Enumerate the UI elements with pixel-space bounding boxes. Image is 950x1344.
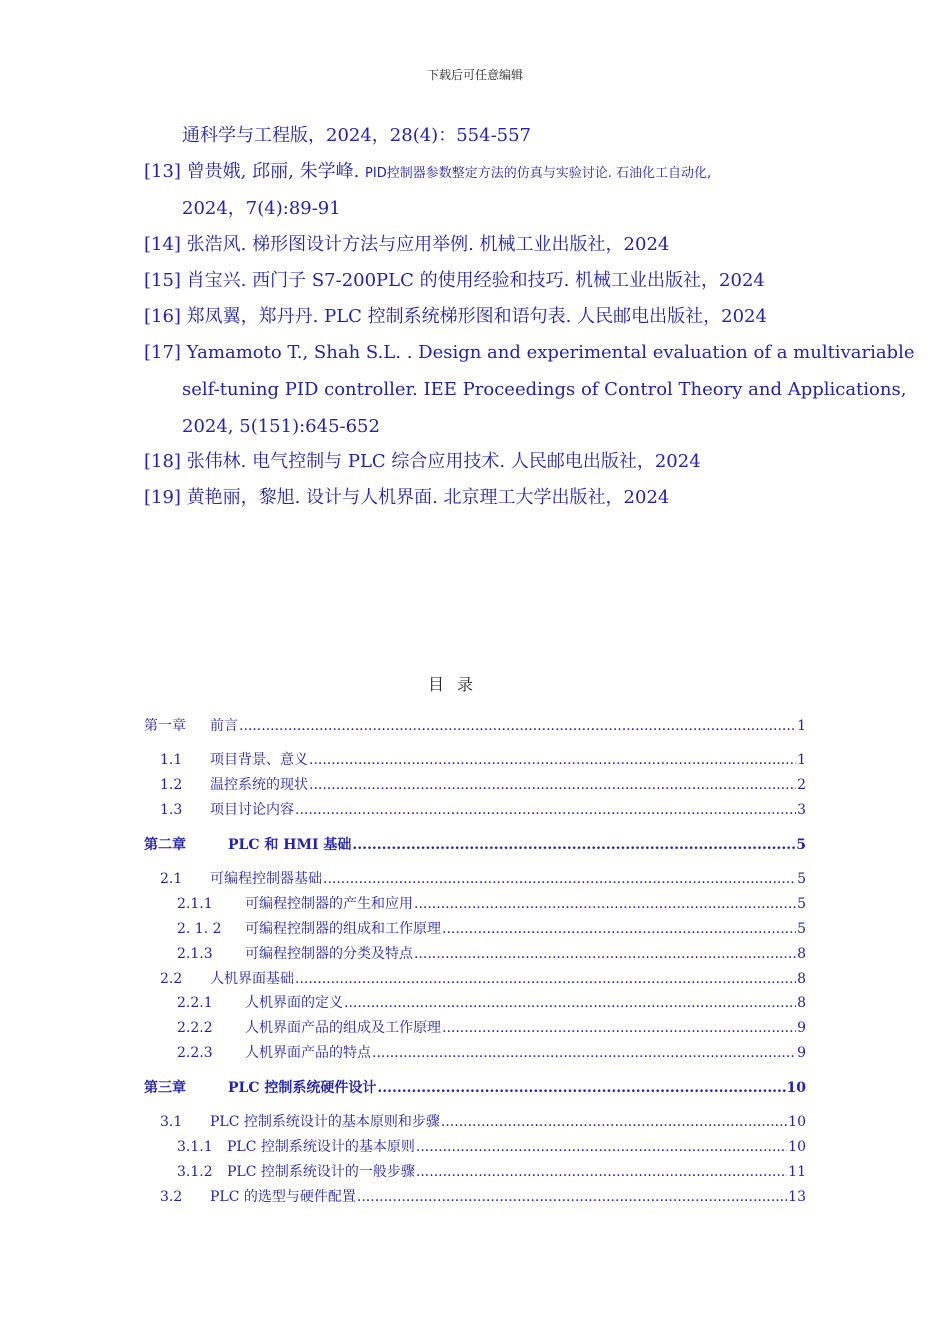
toc-entry[interactable] xyxy=(144,1017,806,1039)
toc-leader xyxy=(344,992,796,1014)
toc-entry[interactable] xyxy=(144,799,806,821)
reference-13 xyxy=(144,160,814,186)
toc-entry-title: PLC 和 HMI 基础 xyxy=(228,837,352,853)
toc-leader xyxy=(352,834,795,856)
toc-leader xyxy=(295,968,796,990)
toc-entry[interactable] xyxy=(144,992,806,1014)
reference-15: [15] 肖宝兴. 西门子 S7-200PLC 的使用经验和技巧. 机械工业出版社，2024 xyxy=(144,270,765,291)
toc-page: 10 xyxy=(788,1114,806,1130)
toc-entry-title: 可编程控制器基础 xyxy=(210,871,322,887)
toc-entry-title: PLC 控制系统硬件设计 xyxy=(228,1080,377,1096)
toc-entry[interactable] xyxy=(144,834,806,856)
toc-number: 1.2 xyxy=(160,777,183,793)
toc-page: 8 xyxy=(797,995,806,1011)
toc-number: 3.1.2 xyxy=(177,1164,213,1180)
toc-page: 3 xyxy=(797,802,806,818)
toc-number: 3.1.1 xyxy=(177,1139,213,1155)
toc-entry-title: 人机界面基础 xyxy=(210,971,294,987)
toc-leader xyxy=(414,893,796,915)
toc-entry-title: PLC 控制系统设计的基本原则 xyxy=(227,1139,415,1155)
toc-leader xyxy=(377,1077,785,1099)
toc-entry-title: 项目讨论内容 xyxy=(210,802,294,818)
toc-entry-title: 人机界面的定义 xyxy=(245,995,343,1011)
reference-12-continuation: 通科学与工程版，2024，28(4)：554-557 xyxy=(182,125,532,146)
toc-page: 9 xyxy=(797,1045,806,1061)
toc-page: 5 xyxy=(797,896,806,912)
toc-page: 1 xyxy=(797,718,806,734)
toc-entry-title: 可编程控制器的组成和工作原理 xyxy=(245,921,441,937)
toc-number: 2.2 xyxy=(160,971,183,987)
reference-13-continuation: 2024，7(4):89-91 xyxy=(182,198,341,219)
toc-page: 5 xyxy=(797,871,806,887)
toc-entry[interactable] xyxy=(144,1136,806,1158)
reference-17: [17] Yamamoto T., Shah S.L. . Design and experimental evaluation of a multivariable xyxy=(144,342,915,363)
reference-14: [14] 张浩风. 梯形图设计方法与应用举例. 机械工业出版社，2024 xyxy=(144,234,670,255)
toc-number: 3.1 xyxy=(160,1114,183,1130)
page-header: 下载后可任意编辑 xyxy=(426,68,523,82)
toc-leader xyxy=(442,1017,796,1039)
reference-13-main: [13] 曾贵娥, 邱丽, 朱学峰. xyxy=(144,161,360,182)
toc-page: 8 xyxy=(797,971,806,987)
toc-number: 第二章 xyxy=(144,837,186,853)
toc-page: 9 xyxy=(797,1020,806,1036)
toc-leader xyxy=(309,774,796,796)
toc-entry[interactable] xyxy=(144,774,806,796)
toc-entry-title: 人机界面产品的特点 xyxy=(245,1045,371,1061)
toc-leader xyxy=(416,1161,787,1183)
toc-entry[interactable] xyxy=(144,1111,806,1133)
toc-leader xyxy=(239,715,796,737)
toc-title: 目 录 xyxy=(427,675,478,694)
toc-entry[interactable] xyxy=(144,868,806,890)
toc-entry[interactable] xyxy=(144,1042,806,1064)
toc-page: 2 xyxy=(797,777,806,793)
toc-number: 2.2.1 xyxy=(177,995,213,1011)
toc-entry[interactable] xyxy=(144,1077,806,1099)
toc-number: 第一章 xyxy=(144,718,186,734)
reference-18: [18] 张伟林. 电气控制与 PLC 综合应用技术. 人民邮电出版社，2024 xyxy=(144,451,701,472)
toc-number: 2.1.1 xyxy=(177,896,213,912)
toc-entry[interactable] xyxy=(144,1186,806,1208)
toc-number: 2.2.2 xyxy=(177,1020,213,1036)
toc-leader xyxy=(416,1136,787,1158)
toc-page: 5 xyxy=(797,921,806,937)
toc-number: 1.3 xyxy=(160,802,183,818)
toc-entry-title: PLC 控制系统设计的基本原则和步骤 xyxy=(210,1114,440,1130)
toc-leader xyxy=(441,1111,787,1133)
toc-entry-title: PLC 控制系统设计的一般步骤 xyxy=(227,1164,415,1180)
toc-leader xyxy=(414,943,796,965)
toc-leader xyxy=(295,799,796,821)
toc-number: 1.1 xyxy=(160,752,183,768)
toc-entry-title: 人机界面产品的组成及工作原理 xyxy=(245,1020,441,1036)
toc-leader xyxy=(372,1042,796,1064)
toc-entry[interactable] xyxy=(144,715,806,737)
toc-page: 10 xyxy=(788,1139,806,1155)
toc-entry-title: 项目背景、意义 xyxy=(210,752,308,768)
toc-entry[interactable] xyxy=(144,1161,806,1183)
toc-number: 3.2 xyxy=(160,1189,183,1205)
toc-page: 8 xyxy=(797,946,806,962)
toc-number: 2.1 xyxy=(160,871,183,887)
toc-leader xyxy=(442,918,796,940)
toc-entry[interactable] xyxy=(144,943,806,965)
reference-17-line3: 2024, 5(151):645-652 xyxy=(182,416,380,437)
toc-entry-title: 可编程控制器的分类及特点 xyxy=(245,946,413,962)
toc-page: 1 xyxy=(797,752,806,768)
toc-page: 5 xyxy=(796,837,806,853)
toc-number: 2. 1. 2 xyxy=(177,921,222,937)
toc-page: 11 xyxy=(788,1164,806,1180)
reference-16: [16] 郑凤翼，郑丹丹. PLC 控制系统梯形图和语句表. 人民邮电出版社，2024 xyxy=(144,306,767,327)
toc-entry[interactable] xyxy=(144,893,806,915)
toc-number: 2.1.3 xyxy=(177,946,213,962)
toc-entry[interactable] xyxy=(144,968,806,990)
toc-number: 第三章 xyxy=(144,1080,186,1096)
toc-page: 13 xyxy=(788,1189,806,1205)
toc-entry[interactable] xyxy=(144,918,806,940)
toc-leader xyxy=(357,1186,787,1208)
toc-leader xyxy=(323,868,796,890)
toc-entry-title: 前言 xyxy=(210,718,238,734)
toc-entry-title: 温控系统的现状 xyxy=(210,777,308,793)
toc-number: 2.2.3 xyxy=(177,1045,213,1061)
toc-entry[interactable] xyxy=(144,749,806,771)
reference-17-line2: self-tuning PID controller. IEE Proceedings of Control Theory and Applications, xyxy=(182,379,907,400)
toc-entry-title: 可编程控制器的产生和应用 xyxy=(245,896,413,912)
toc-page: 10 xyxy=(786,1080,806,1096)
toc-leader xyxy=(309,749,796,771)
reference-13-small: PID控制器参数整定方法的仿真与实验讨论. 石油化工自动化, xyxy=(365,166,712,181)
reference-19: [19] 黄艳丽，黎旭. 设计与人机界面. 北京理工大学出版社，2024 xyxy=(144,487,670,508)
toc-entry-title: PLC 的选型与硬件配置 xyxy=(210,1189,356,1205)
